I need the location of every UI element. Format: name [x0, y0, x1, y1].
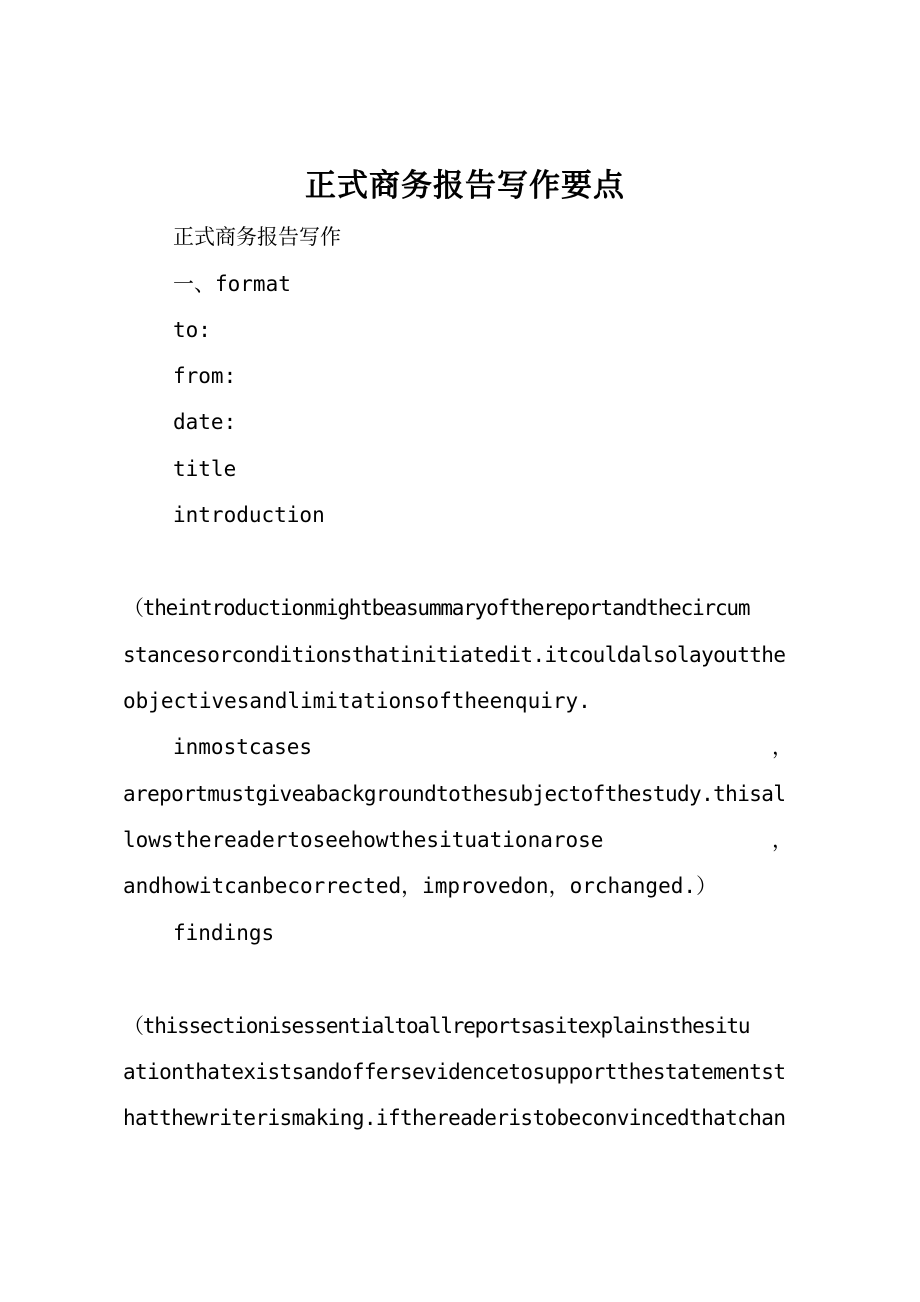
background-line-2: areportmustgiveabackgroundtothesubjectofthestudy.thisal	[123, 782, 786, 806]
background-line-1-text: inmostcases	[173, 735, 313, 759]
findings-paragraph-line-2: ationthatexistsandoffersevidencetosupportthestatementst	[123, 1060, 786, 1084]
intro-paragraph-line-2: stancesorconditionsthatinitiatedit.itcouldalsolayoutthe	[123, 643, 786, 667]
findings-paragraph-line-1: （thissectionisessentialtoallreportsasitexplainsthesitu	[123, 1014, 750, 1038]
field-title: title	[173, 457, 237, 481]
field-date: date:	[173, 410, 237, 434]
comma-mark: ，	[772, 735, 793, 759]
document-title: 正式商务报告写作要点	[305, 168, 625, 204]
heading-introduction: introduction	[173, 503, 325, 527]
background-line-1	[173, 732, 793, 762]
comma-mark: ，	[772, 828, 793, 852]
section-heading-format: 一、format	[173, 272, 291, 296]
background-line-3-text: lowsthereadertoseehowthesituationarose	[123, 828, 604, 852]
heading-findings: findings	[173, 921, 275, 945]
findings-paragraph-line-3: hatthewriterismaking.ifthereaderistobeconvincedthatchan	[123, 1106, 786, 1130]
subtitle-line: 正式商务报告写作	[173, 225, 341, 249]
intro-paragraph-line-1: （theintroductionmightbeasummaryofthereportandthecircum	[123, 596, 750, 620]
background-line-4: andhowitcanbecorrected，improvedon，orchanged.）	[123, 874, 718, 898]
background-line-3	[123, 825, 793, 855]
field-to: to:	[173, 318, 211, 342]
field-from: from:	[173, 364, 237, 388]
intro-paragraph-line-3: objectivesandlimitationsoftheenquiry.	[123, 689, 591, 713]
